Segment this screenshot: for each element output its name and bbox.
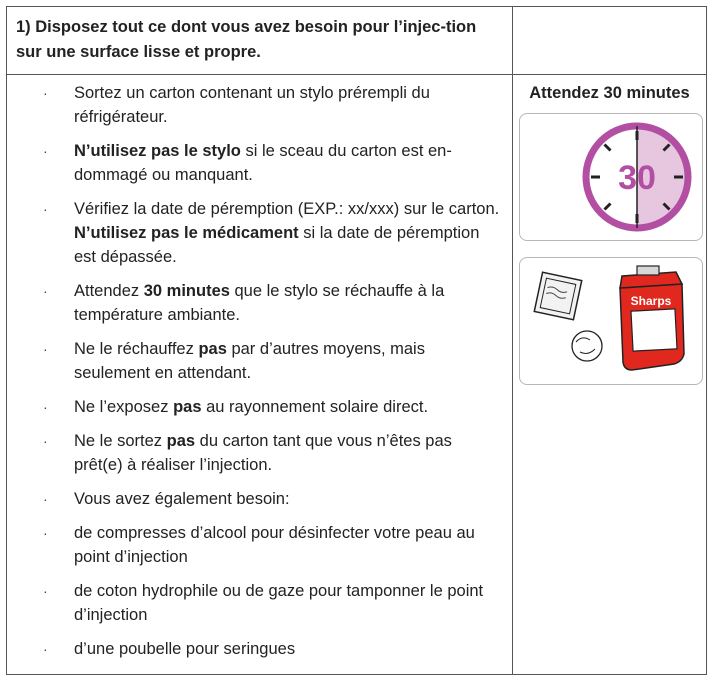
step-title: 1) Disposez tout ce dont vous avez besoin pour l’injec-tion sur une surface lisse et propre. — [7, 7, 513, 75]
instruction-emphasis: N’utilisez pas le médicament — [74, 224, 299, 242]
bullet-marker: · — [43, 143, 48, 159]
cotton-ball-icon — [572, 331, 602, 361]
timer-icon — [520, 114, 702, 240]
instruction-item — [7, 487, 502, 511]
bullet-marker: · — [43, 283, 48, 299]
instruction-text: au rayonnement solaire direct. — [201, 398, 429, 416]
bullet-marker: · — [43, 201, 48, 217]
bullet-marker: · — [43, 525, 48, 541]
instruction-emphasis: N’utilisez pas le stylo — [74, 142, 241, 160]
supplies-illustration — [519, 257, 703, 385]
header-row — [7, 7, 707, 75]
bullet-marker: · — [43, 641, 48, 657]
instruction-text: si la date de péremption est dépassée. — [74, 224, 480, 266]
bullet-marker: · — [43, 491, 48, 507]
bullet-marker: · — [43, 85, 48, 101]
instruction-text: si le sceau du carton est en-dommagé ou manquant. — [74, 142, 452, 184]
instruction-text: Ne le sortez — [74, 432, 167, 450]
wait-title: Attendez 30 minutes — [529, 84, 690, 102]
instruction-text: de compresses d’alcool pour désinfecter votre peau au point d’injection — [74, 524, 475, 566]
bullet-marker: · — [43, 341, 48, 357]
instruction-emphasis: pas — [198, 340, 227, 358]
instruction-text: par d’autres moyens, mais seulement en attendant. — [74, 340, 425, 382]
instruction-text: Attendez — [74, 282, 144, 300]
instruction-item — [7, 279, 502, 327]
instruction-text: Sortez un carton contenant un stylo prérempli du réfrigérateur. — [74, 84, 430, 126]
timer-illustration — [519, 113, 703, 241]
instruction-emphasis: 30 minutes — [143, 282, 230, 300]
instructions-cell — [7, 75, 513, 675]
instruction-text: Vérifiez la date de péremption (EXP.: xx/xxx) sur le carton. — [74, 200, 500, 218]
instruction-list — [7, 81, 502, 661]
bullet-marker: · — [43, 433, 48, 449]
instruction-item — [7, 81, 502, 129]
instruction-text: Vous avez également besoin: — [74, 490, 290, 508]
instruction-item — [7, 637, 502, 661]
instruction-emphasis: pas — [166, 432, 196, 450]
instruction-text: de coton hydrophile ou de gaze pour tamponner le point d’injection — [74, 582, 484, 624]
instruction-item — [7, 395, 502, 419]
instruction-text: Ne le réchauffez — [74, 340, 199, 358]
instruction-item — [7, 429, 502, 477]
header-empty-cell — [513, 7, 707, 75]
instruction-text: du carton tant que vous n’êtes pas prêt(e) à réaliser l’injection. — [74, 432, 452, 474]
illustrations-cell — [513, 75, 707, 675]
instruction-item — [7, 521, 502, 569]
alcohol-swab-icon — [534, 272, 581, 319]
instruction-item — [7, 139, 502, 187]
content-row — [7, 75, 707, 675]
instruction-text: d’une poubelle pour seringues — [74, 640, 296, 658]
bullet-marker: · — [43, 583, 48, 599]
instruction-table — [6, 6, 707, 675]
supplies-icon — [520, 258, 702, 384]
instruction-text: Ne l’exposez — [74, 398, 174, 416]
sharps-container-icon — [620, 266, 684, 370]
instruction-text: que le stylo se réchauffe à la température ambiante. — [74, 282, 445, 324]
bullet-marker: · — [43, 399, 48, 415]
timer-number: 30 — [618, 159, 656, 197]
instruction-item — [7, 337, 502, 385]
instruction-item — [7, 197, 502, 269]
instruction-item — [7, 579, 502, 627]
sharps-label: Sharps — [630, 294, 672, 308]
instruction-emphasis: pas — [173, 398, 202, 416]
